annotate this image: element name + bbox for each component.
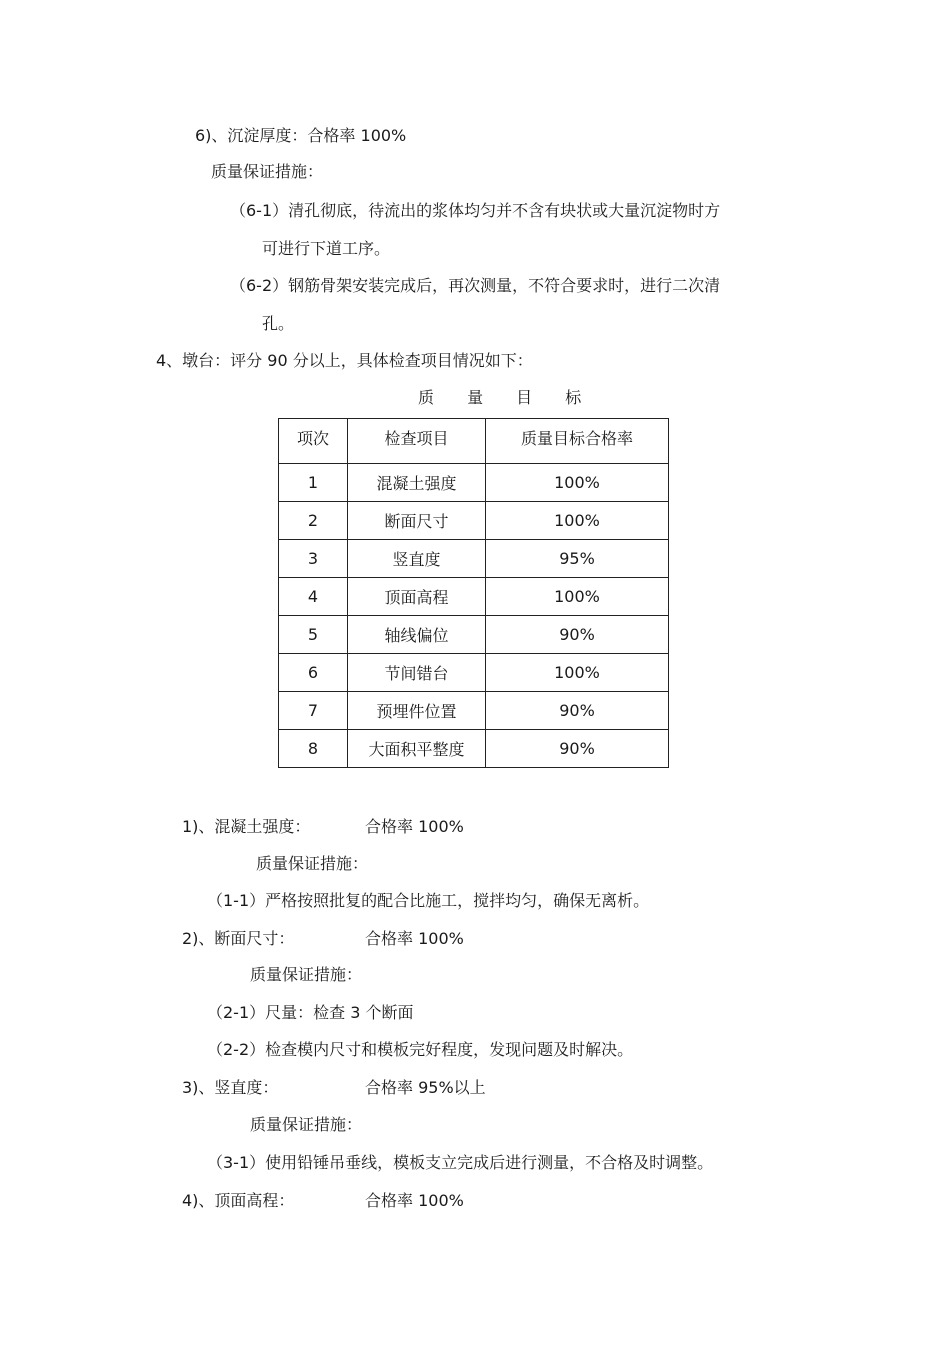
cell-index: 6: [279, 654, 348, 692]
item-3-measure-1: （3-1）使用铅锤吊垂线，模板支立完成后进行测量，不合格及时调整。: [207, 1153, 714, 1172]
cell-rate: 90%: [486, 692, 669, 730]
cell-rate: 100%: [486, 654, 669, 692]
section-6-measure-1-line-1: （6-1）清孔彻底，待流出的浆体均匀并不含有块状或大量沉淀物时方: [230, 201, 721, 220]
item-1-label: 1)、混凝土强度：: [182, 817, 311, 836]
item-1-measure-1: （1-1）严格按照批复的配合比施工，搅拌均匀，确保无离析。: [207, 891, 650, 910]
item-2-measure-1: （2-1）尺量：检查 3 个断面: [207, 1003, 414, 1022]
cell-rate: 95%: [486, 540, 669, 578]
item-4-rate: 合格率 100%: [365, 1191, 464, 1210]
item-2-label: 2)、断面尺寸：: [182, 929, 295, 948]
cell-index: 1: [279, 464, 348, 502]
cell-index: 5: [279, 616, 348, 654]
quality-target-table: [278, 418, 669, 768]
section-6-measure-1-line-2: 可进行下道工序。: [262, 239, 391, 258]
item-4-label: 4)、顶面高程：: [182, 1191, 295, 1210]
table-row: [279, 730, 669, 768]
item-3-rate: 合格率 95%以上: [365, 1078, 486, 1097]
cell-item: 轴线偏位: [348, 616, 486, 654]
cell-rate: 100%: [486, 578, 669, 616]
cell-item: 断面尺寸: [348, 502, 486, 540]
table-row: [279, 616, 669, 654]
cell-item: 顶面高程: [348, 578, 486, 616]
cell-index: 8: [279, 730, 348, 768]
cell-index: 2: [279, 502, 348, 540]
header-cell-rate: 质量目标合格率: [486, 419, 669, 464]
cell-item: 预埋件位置: [348, 692, 486, 730]
section-6-measures-label: 质量保证措施：: [211, 162, 324, 181]
header-cell-item: 检查项目: [348, 419, 486, 464]
section-6-heading: 6)、沉淀厚度：合格率 100%: [195, 126, 407, 145]
cell-item: 大面积平整度: [348, 730, 486, 768]
section-6-measure-2-line-1: （6-2）钢筋骨架安装完成后，再次测量，不符合要求时，进行二次清: [230, 276, 721, 295]
cell-item: 竖直度: [348, 540, 486, 578]
cell-index: 3: [279, 540, 348, 578]
cell-item: 混凝土强度: [348, 464, 486, 502]
cell-index: 4: [279, 578, 348, 616]
pier-heading: 4、墩台：评分 90 分以上，具体检查项目情况如下：: [156, 351, 533, 370]
table-row: [279, 502, 669, 540]
cell-rate: 90%: [486, 730, 669, 768]
table-row: [279, 464, 669, 502]
table-row: [279, 692, 669, 730]
section-6-measure-2-line-2: 孔。: [262, 314, 295, 333]
item-2-measures-label: 质量保证措施：: [250, 965, 363, 984]
table-row: [279, 654, 669, 692]
cell-rate: 90%: [486, 616, 669, 654]
header-cell-index: 项次: [279, 419, 348, 464]
item-3-label: 3)、竖直度：: [182, 1078, 279, 1097]
table-row: [279, 578, 669, 616]
item-1-rate: 合格率 100%: [365, 817, 464, 836]
table-header-row: [279, 419, 669, 464]
cell-index: 7: [279, 692, 348, 730]
item-1-measures-label: 质量保证措施：: [256, 854, 369, 873]
cell-rate: 100%: [486, 502, 669, 540]
table-row: [279, 540, 669, 578]
table-title: 质 量 目 标: [418, 388, 596, 407]
item-2-rate: 合格率 100%: [365, 929, 464, 948]
cell-item: 节间错台: [348, 654, 486, 692]
item-2-measure-2: （2-2）检查模内尺寸和模板完好程度，发现问题及时解决。: [207, 1040, 634, 1059]
cell-rate: 100%: [486, 464, 669, 502]
item-3-measures-label: 质量保证措施：: [250, 1115, 363, 1134]
